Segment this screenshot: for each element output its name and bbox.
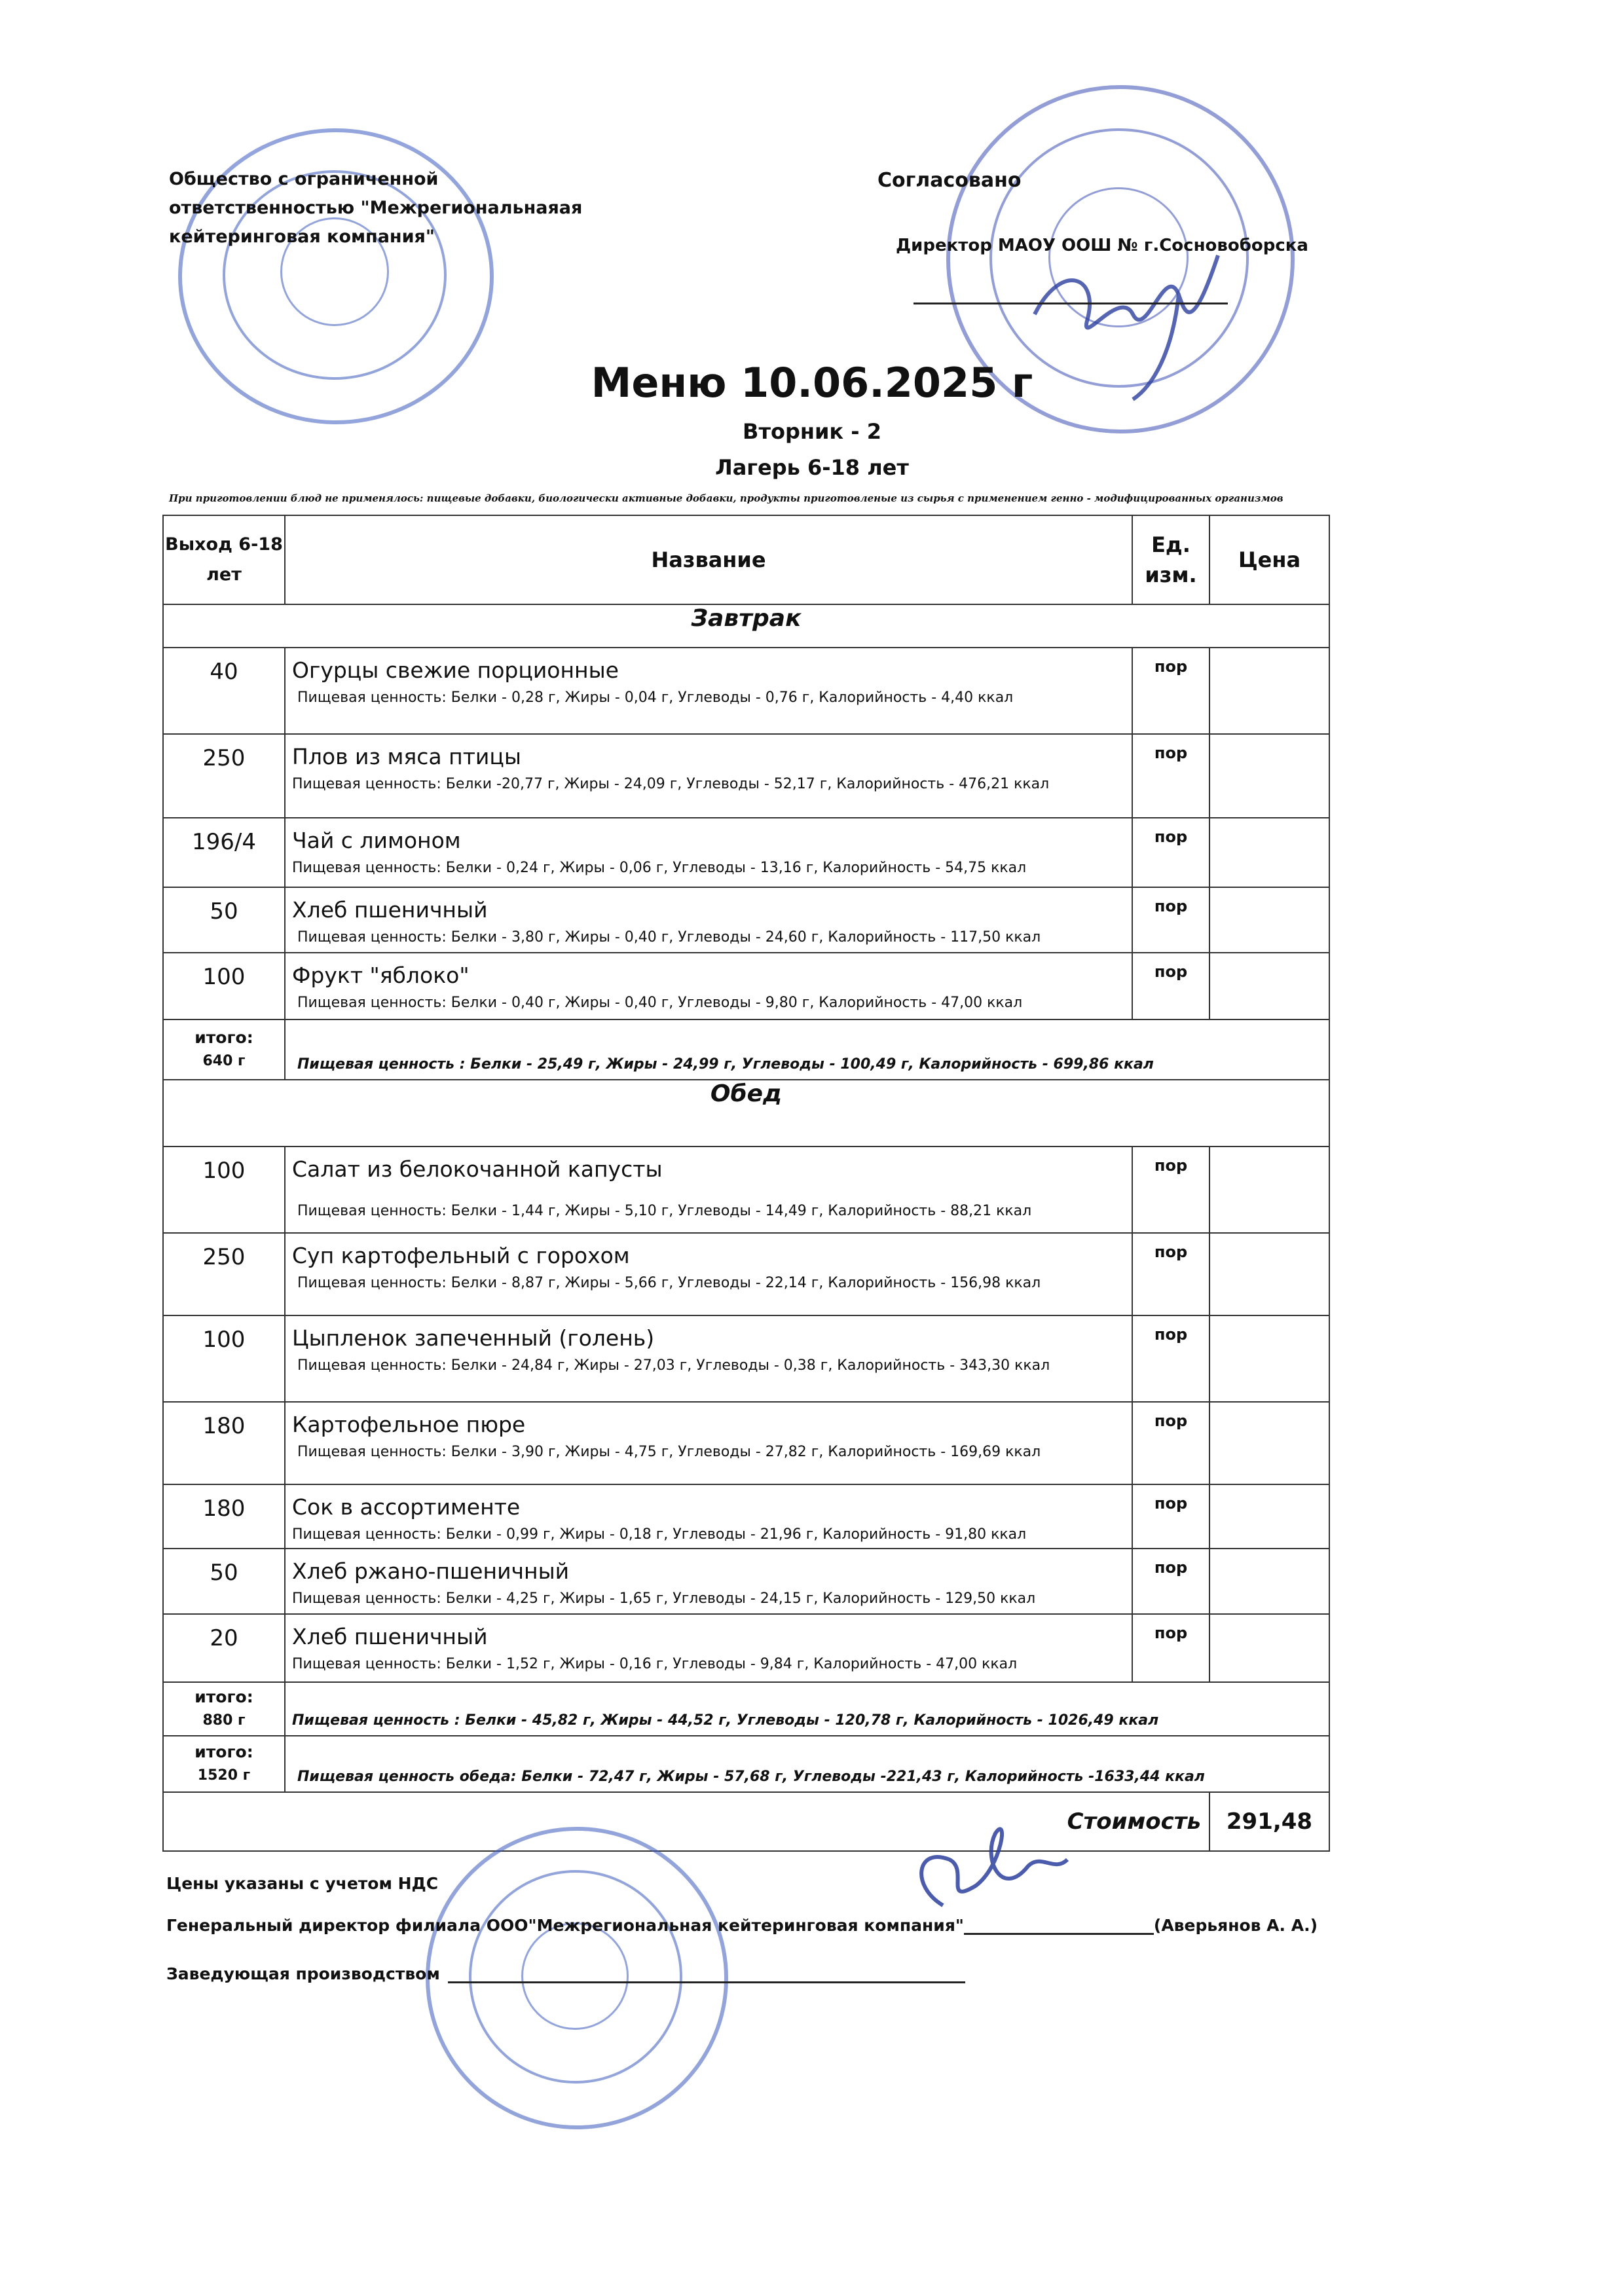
dish-price [1209, 1315, 1329, 1402]
dish-name: Цыпленок запеченный (голень) [292, 1325, 655, 1351]
cost-row [163, 1792, 1329, 1851]
table-row [163, 1549, 1329, 1614]
total-row [163, 1736, 1329, 1792]
org-line: кейтеринговая компания" [169, 227, 435, 247]
dish-output: 250 [163, 734, 285, 818]
total-label: итого: 880 г [163, 1682, 285, 1736]
dish-unit: пор [1132, 1402, 1209, 1484]
dish-nutrition: Пищевая ценность: Белки - 24,84 г, Жиры - 27,03 г, Углеводы - 0,38 г, Калорийность - 343,30 ккал [297, 1357, 1050, 1374]
dish-nutrition: Пищевая ценность: Белки - 0,28 г, Жиры - 0,04 г, Углеводы - 0,76 г, Калорийность - 4,40 ккал [297, 689, 1014, 706]
total-label: итого: 640 г [163, 1019, 285, 1080]
gm-name: (Аверьянов А. А.) [1153, 1916, 1318, 1935]
dish-unit: пор [1132, 1233, 1209, 1315]
col-unit-header: Ед. изм. [1132, 515, 1209, 604]
table-row [163, 1315, 1329, 1402]
dish-output: 100 [163, 1315, 285, 1402]
dish-price [1209, 1147, 1329, 1233]
dish-output: 250 [163, 1233, 285, 1315]
dish-nutrition: Пищевая ценность: Белки - 1,52 г, Жиры - 0,16 г, Углеводы - 9,84 г, Калорийность - 47,00 ккал [292, 1656, 1018, 1672]
dish-name: Хлеб ржано-пшеничный [292, 1558, 570, 1584]
dish-unit: пор [1132, 734, 1209, 818]
dish-name: Картофельное пюре [292, 1412, 526, 1437]
dish-unit: пор [1132, 1549, 1209, 1614]
table-row [163, 818, 1329, 887]
col-price-header: Цена [1209, 515, 1329, 604]
dish-unit: пор [1132, 1147, 1209, 1233]
dish-cell [285, 734, 1132, 818]
table-row [163, 1614, 1329, 1682]
dish-cell [285, 1614, 1132, 1682]
prod-title: Заведующая производством [166, 1964, 440, 1983]
total-nutrition: Пищевая ценность : Белки - 45,82 г, Жиры - 44,52 г, Углеводы - 120,78 г, Калорийность - 1026,49 ккал [285, 1682, 1329, 1736]
table-row [163, 1147, 1329, 1233]
menu-table [162, 515, 1330, 1852]
col-output-header: Выход 6-18 лет [163, 515, 285, 604]
dish-cell [285, 887, 1132, 953]
dish-output: 100 [163, 953, 285, 1019]
dish-output: 180 [163, 1484, 285, 1549]
dish-unit: пор [1132, 1315, 1209, 1402]
table-header-row [163, 515, 1329, 604]
table-row [163, 887, 1329, 953]
dish-price [1209, 734, 1329, 818]
dish-nutrition: Пищевая ценность: Белки - 0,99 г, Жиры - 0,18 г, Углеводы - 21,96 г, Калорийность - 91,80 ккал [292, 1526, 1027, 1543]
gm-title: Генеральный директор филиала ООО"Межрегиональная кейтеринговая компания" [166, 1916, 964, 1935]
dish-unit: пор [1132, 953, 1209, 1019]
agreed-label: Согласовано [877, 169, 1022, 192]
prod-line [166, 1964, 965, 1983]
director-sign-line [913, 303, 1228, 304]
dish-price [1209, 1614, 1329, 1682]
cost-label: Стоимость [163, 1792, 1209, 1851]
dish-price [1209, 953, 1329, 1019]
prod-sign-line [448, 1981, 965, 1983]
org-line: ответственностью "Межрегиональнаяая [169, 198, 583, 218]
dish-price [1209, 887, 1329, 953]
dish-name: Суп картофельный с горохом [292, 1243, 630, 1268]
dish-price [1209, 648, 1329, 734]
dish-output: 20 [163, 1614, 285, 1682]
dish-output: 50 [163, 1549, 285, 1614]
dish-unit: пор [1132, 648, 1209, 734]
col-name-header: Название [285, 515, 1132, 604]
dish-price [1209, 818, 1329, 887]
additives-note: При приготовлении блюд не применялось: пищевые добавки, биологически активные добавки, продукты приготовленые из сырья с применением генно - модифицированных организмов [169, 492, 1283, 504]
dish-unit: пор [1132, 1614, 1209, 1682]
dish-price [1209, 1549, 1329, 1614]
dish-nutrition: Пищевая ценность: Белки -20,77 г, Жиры - 24,09 г, Углеводы - 52,17 г, Калорийность - 476,21 ккал [292, 776, 1050, 792]
total-label: итого: 1520 г [163, 1736, 285, 1792]
dish-name: Огурцы свежие порционные [292, 657, 619, 683]
dish-output: 50 [163, 887, 285, 953]
dish-name: Хлеб пшеничный [292, 897, 488, 923]
dish-unit: пор [1132, 1484, 1209, 1549]
dish-nutrition: Пищевая ценность: Белки - 1,44 г, Жиры - 5,10 г, Углеводы - 14,49 г, Калорийность - 88,21 ккал [297, 1203, 1032, 1219]
table-row [163, 953, 1329, 1019]
total-row [163, 1682, 1329, 1736]
total-row [163, 1019, 1329, 1080]
total-nutrition: Пищевая ценность обеда: Белки - 72,47 г, Жиры - 57,68 г, Углеводы -221,43 г, Калорийность -1633,44 ккал [285, 1736, 1329, 1792]
table-row [163, 1233, 1329, 1315]
dish-output: 100 [163, 1147, 285, 1233]
dish-nutrition: Пищевая ценность: Белки - 8,87 г, Жиры - 5,66 г, Углеводы - 22,14 г, Калорийность - 156,98 ккал [297, 1275, 1041, 1291]
dish-cell [285, 648, 1132, 734]
dish-nutrition: Пищевая ценность: Белки - 0,24 г, Жиры - 0,06 г, Углеводы - 13,16 г, Калорийность - 54,75 ккал [292, 860, 1027, 876]
director-label: Директор МАОУ ООШ № г.Сосновоборска [896, 236, 1308, 255]
dish-nutrition: Пищевая ценность: Белки - 0,40 г, Жиры - 0,40 г, Углеводы - 9,80 г, Калорийность - 47,00 ккал [297, 995, 1023, 1011]
dish-output: 180 [163, 1402, 285, 1484]
dish-cell [285, 1549, 1132, 1614]
dish-cell [285, 1233, 1132, 1315]
dish-nutrition: Пищевая ценность: Белки - 4,25 г, Жиры - 1,65 г, Углеводы - 24,15 г, Калорийность - 129,50 ккал [292, 1590, 1036, 1607]
cost-value: 291,48 [1209, 1792, 1329, 1851]
vat-note: Цены указаны с учетом НДС [166, 1874, 439, 1893]
organization-name [169, 165, 582, 251]
dish-name: Хлеб пшеничный [292, 1624, 488, 1649]
dish-cell [285, 1315, 1132, 1402]
section-title: Обед [163, 1080, 1329, 1147]
section-title: Завтрак [163, 604, 1329, 648]
dish-price [1209, 1484, 1329, 1549]
table-row [163, 1484, 1329, 1549]
dish-name: Сок в ассортименте [292, 1494, 521, 1520]
camp-label: Лагерь 6-18 лет [715, 455, 909, 480]
dish-cell [285, 1402, 1132, 1484]
dish-cell [285, 818, 1132, 887]
dish-price [1209, 1233, 1329, 1315]
gm-sign-line [964, 1933, 1154, 1935]
dish-name: Салат из белокочанной капусты [292, 1156, 663, 1182]
dish-name: Плов из мяса птицы [292, 744, 521, 769]
dish-cell [285, 953, 1132, 1019]
section-row [163, 1080, 1329, 1147]
dish-price [1209, 1402, 1329, 1484]
total-nutrition: Пищевая ценность : Белки - 25,49 г, Жиры - 24,99 г, Углеводы - 100,49 г, Калорийность - 699,86 ккал [285, 1019, 1329, 1080]
table-row [163, 648, 1329, 734]
section-row [163, 604, 1329, 648]
dish-nutrition: Пищевая ценность: Белки - 3,80 г, Жиры - 0,40 г, Углеводы - 24,60 г, Калорийность - 117,50 ккал [297, 929, 1041, 946]
table-row [163, 734, 1329, 818]
gm-line [166, 1916, 1318, 1935]
dish-output: 40 [163, 648, 285, 734]
dish-unit: пор [1132, 887, 1209, 953]
day-label: Вторник - 2 [743, 419, 881, 444]
dish-name: Фрукт "яблоко" [292, 963, 470, 988]
dish-cell [285, 1484, 1132, 1549]
page-title: Меню 10.06.2025 г [591, 359, 1033, 407]
table-row [163, 1402, 1329, 1484]
dish-cell [285, 1147, 1132, 1233]
dish-nutrition: Пищевая ценность: Белки - 3,90 г, Жиры - 4,75 г, Углеводы - 27,82 г, Калорийность - 169,69 ккал [297, 1444, 1041, 1460]
dish-name: Чай с лимоном [292, 828, 461, 853]
dish-output: 196/4 [163, 818, 285, 887]
dish-unit: пор [1132, 818, 1209, 887]
org-line: Общество с ограниченной [169, 169, 439, 189]
